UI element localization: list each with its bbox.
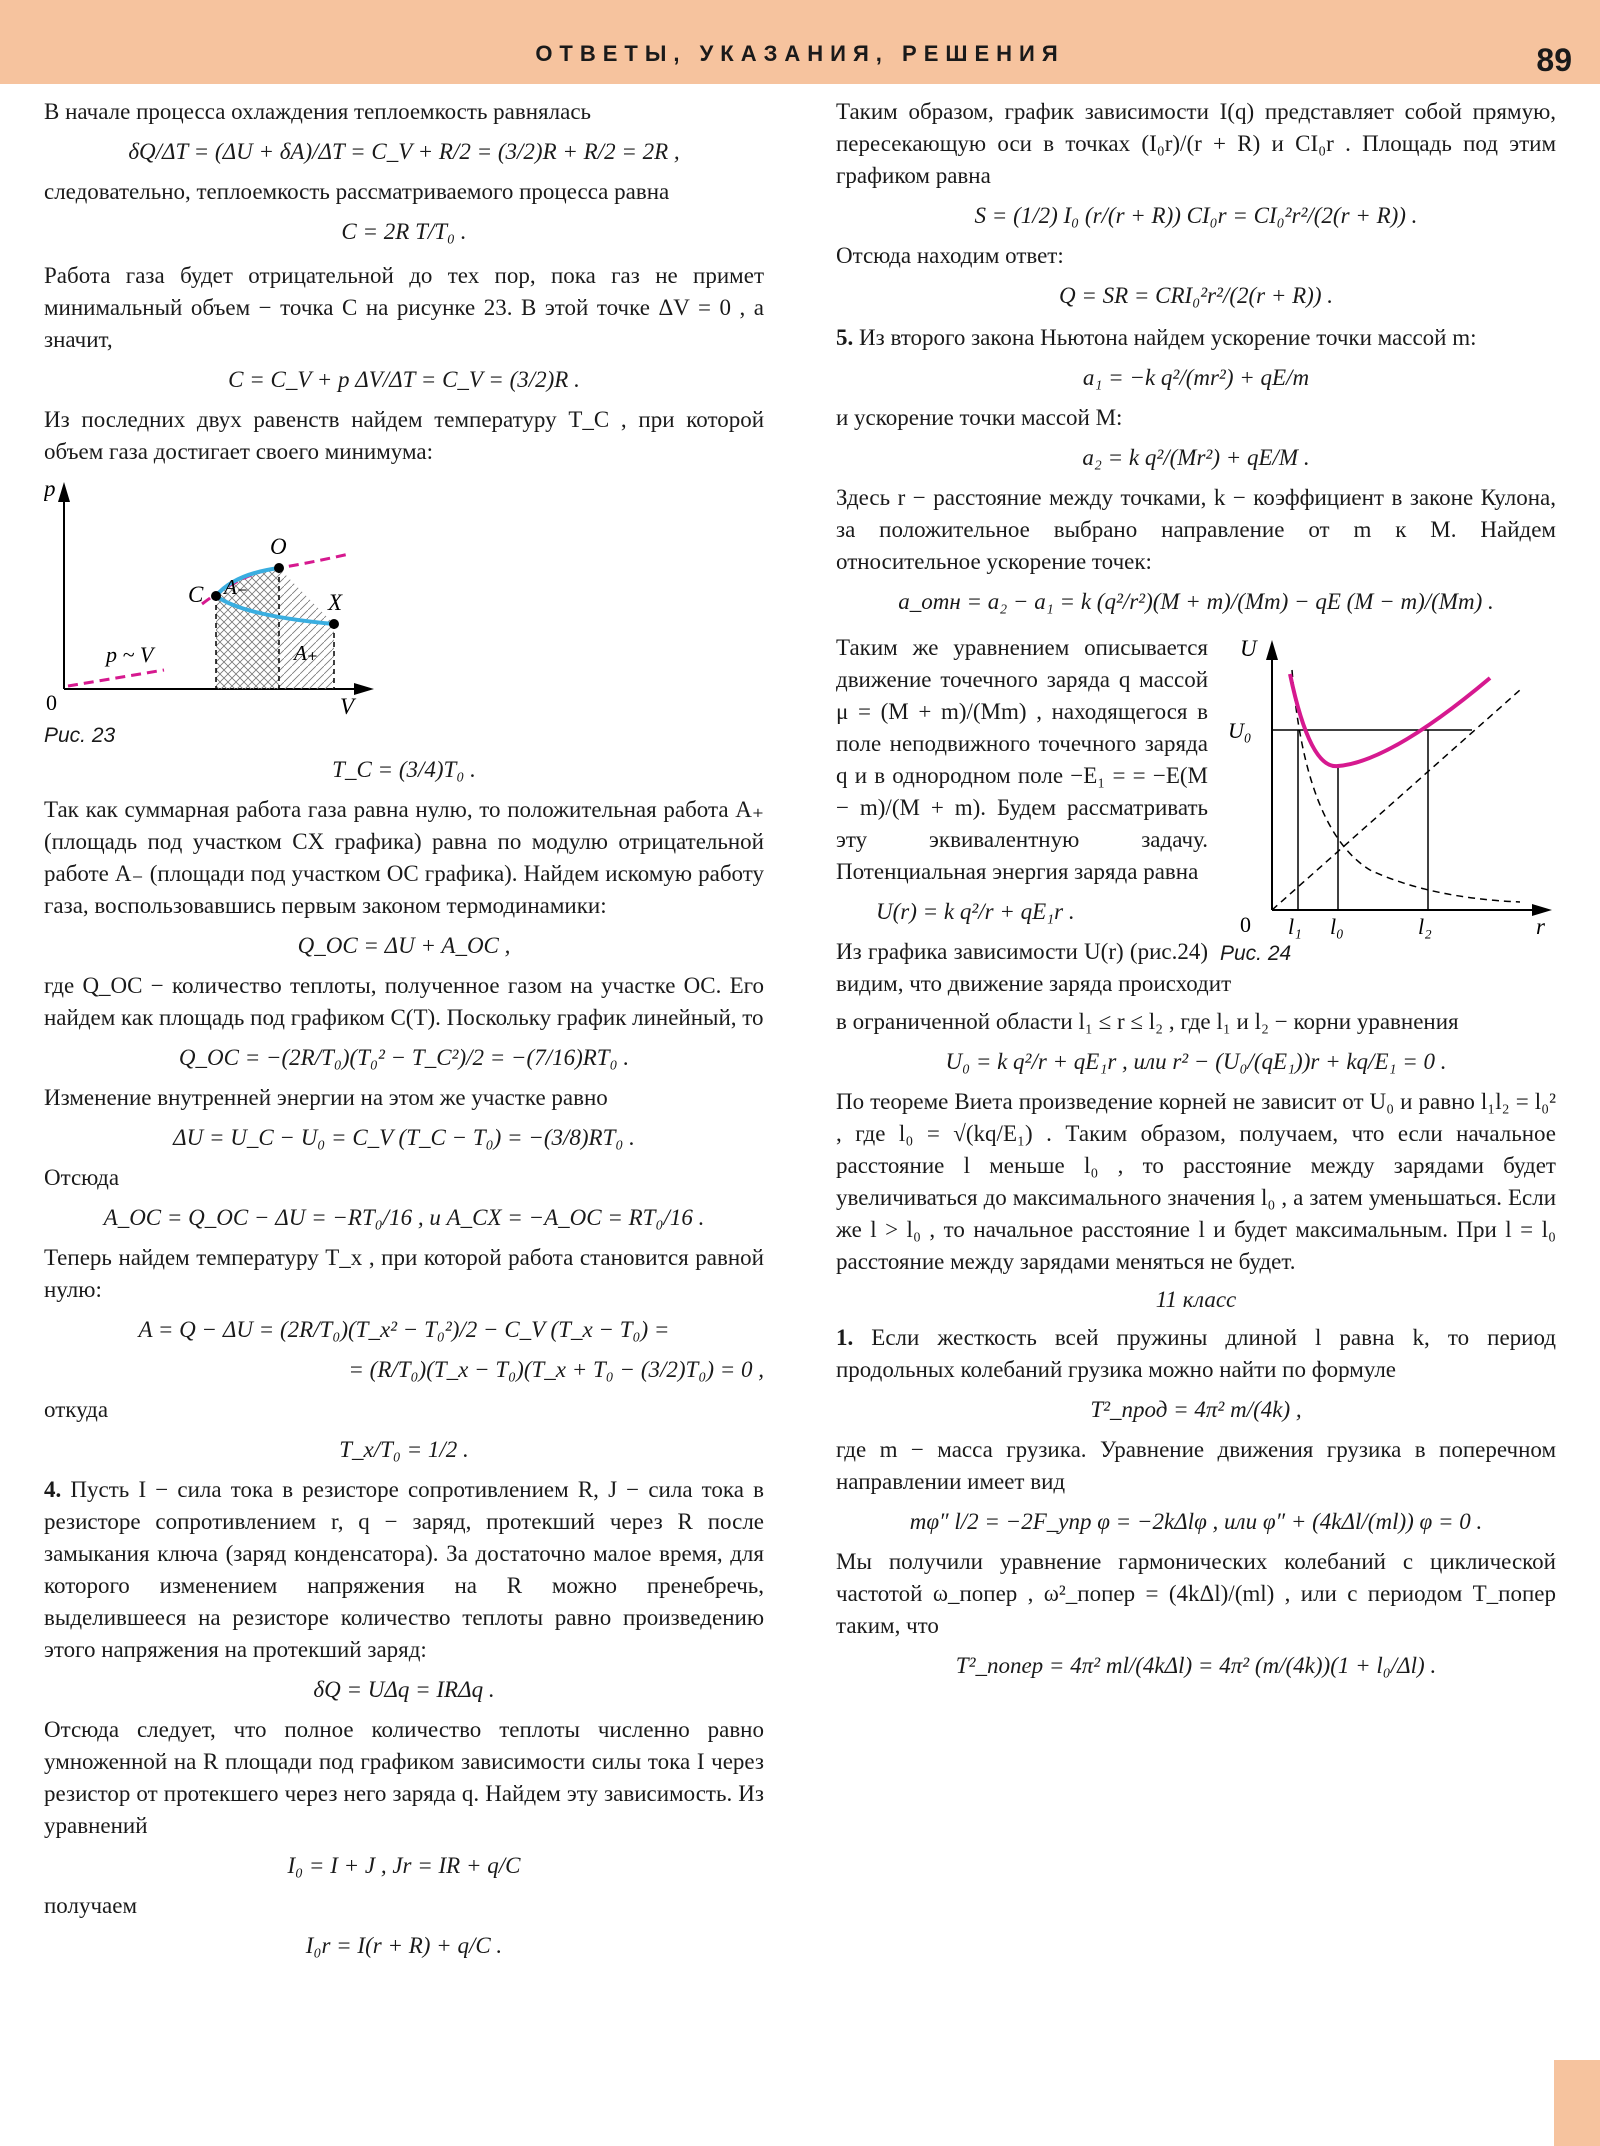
page-number: 89 [1536,42,1572,78]
area-label: A₊ [294,641,318,665]
shaded-area [279,568,334,689]
formula: C = 2R T/T₀ . [341,219,467,244]
axis-label: p [44,476,56,501]
formula: T_C = (3/4)T₀ . [332,757,476,782]
paragraph: Мы получили уравнение гармонических колебаний с циклической частотой ω_попер , ω²_попер = (4kΔl)/(ml) , или с периодом T_попер таким, что [836,1549,1556,1638]
formula: a₁ = −k q²/(mr²) + qE/m [1082,365,1310,390]
paragraph: Отсюда находим ответ: [836,243,1064,268]
formula: a_отн = a₂ − a₁ = k (q²/r²)(M + m)/(Mm) − qE (M − m)/(Mm) . [898,589,1494,614]
paragraph: Так как суммарная работа газа равна нулю, то положительная работа A₊ (площадь под участком CX графика) равна по модулю отрицательной работе A₋ (площади под участком OC графика). Найдем искомую работу газа, воспользовавшись первым законом термодинамики: [44,797,764,918]
paragraph-text: Из второго закона Ньютона найдем ускорение точки массой m: [859,325,1477,350]
point-label: X [328,590,343,615]
formula: I₀r = I(r + R) + q/C . [305,1933,503,1958]
paragraph: в ограниченной области l₁ ≤ r ≤ l₂ , где l₁ и l₂ − корни уравнения [836,1009,1459,1034]
origin-label: 0 [1240,912,1251,937]
paragraph: следовательно, теплоемкость рассматриваемого процесса равна [44,179,670,204]
left-column [44,96,764,1970]
axis-label: U [1240,636,1257,661]
paragraph-text: Пусть I − сила тока в резисторе сопротивлением R, J − сила тока в резисторе сопротивлением r, q − заряд, протекший через R после замыкания ключа (заряд конденсатора). За достаточно малое время, для которого изменением напряжения на R можно пренебречь, выделившееся на резисторе количество теплоты равно произведению этого напряжения на протекший заряд: [44,1477,764,1662]
paragraph: Здесь r − расстояние между точками, k − коэффициент в законе Кулона, за положительное выбрано направление от m к M. Найдем относительное ускорение точек: [836,485,1556,574]
formula: T²_попер = 4π² ml/(4kΔl) = 4π² (m/(4k))(1 + l₀/Δl) . [955,1653,1437,1678]
axis-label: U₀ [1228,718,1252,743]
x-axis-arrow [354,683,374,695]
paragraph: Из графика зависимости U(r) (рис.24) видим, что движение заряда происходит [836,939,1232,996]
figure-caption: Рис. 23 [44,724,116,747]
figure-23 [44,474,764,747]
formula: I₀ = I + J , Jr = IR + q/C [287,1853,521,1878]
paragraph: Теперь найдем температуру T_x , при которой работа становится равной нулю: [44,1245,764,1302]
tick-label: l₀ [1330,914,1344,939]
problem-number: 4. [44,1477,62,1502]
y-axis-arrow [1266,640,1278,660]
paragraph [836,1322,1556,1386]
paragraph: Отсюда следует, что полное количество теплоты численно равно умноженной на R площади под графиком зависимости силы тока I через резистор от протекшего через него заряда q. Найдем эту зависимость. Из уравнений [44,1717,764,1838]
area-label: A₋ [224,575,248,599]
paragraph: Отсюда [44,1165,120,1190]
point-label: C [188,582,204,607]
paragraph: По теореме Виета произведение корней не зависит от U₀ и равно l₁l₂ = l₀² , где l₀ = √(kq/E₁) . Таким образом, получаем, что если начальное расстояние l меньше l₀ , то расстояние между зарядами будет увеличиваться до максимального значения l₀ , а затем уменьшаться. Если же l > l₀ , то начальное расстояние l и будет максимальным. При l = l₀ расстояние между зарядами меняться не будет. [836,1089,1556,1274]
paragraph: получаем [44,1893,138,1918]
point-x [329,619,339,629]
paragraph: Работа газа будет отрицательной до тех пор, пока газ не примет минимальный объем − точка C на рисунке 23. В этой точке ΔV = 0 , а значит, [44,263,764,352]
formula: Q_OC = −(2R/T₀)(T₀² − T_C²)/2 = −(7/16)RT₀ . [178,1045,630,1070]
formula: C = C_V + p ΔV/ΔT = C_V = (3/2)R . [228,367,580,392]
paragraph [836,322,1556,354]
section-heading: 11 класс [1155,1287,1237,1312]
formula: A_OC = Q_OC − ΔU = −RT₀/16 , и A_CX = −A_OC = RT₀/16 . [103,1205,705,1230]
formula: T_x/T₀ = 1/2 . [339,1437,469,1462]
formula: T²_прод = 4π² m/(4k) , [1090,1397,1302,1422]
formula: ΔU = U_C − U₀ = C_V (T_C − T₀) = −(3/8)RT₀ . [173,1125,635,1150]
dashed-line [68,670,164,686]
formula: a₂ = k q²/(Mr²) + qE/M . [1082,445,1310,470]
figure-24 [1220,630,1556,965]
point-label: O [270,534,287,559]
formula: mφ″ l/2 = −2F_упр φ = −2kΔlφ , или φ″ + (4kΔl/(ml)) φ = 0 . [909,1509,1483,1534]
corner-tab [1554,2060,1600,2146]
paragraph: где Q_OC − количество теплоты, полученное газом на участке OC. Его найдем как площадь под графиком C(T). Поскольку график линейный, то [44,973,764,1030]
y-axis-arrow [58,482,70,502]
formula: S = (1/2) I₀ (r/(r + R)) CI₀r = CI₀²r²/(2(r + R)) . [974,203,1418,228]
formula: Q = SR = CRI₀²r²/(2(r + R)) . [1058,283,1334,308]
running-title: ОТВЕТЫ, УКАЗАНИЯ, РЕШЕНИЯ [535,41,1065,66]
tick-label: l₂ [1418,914,1432,939]
paragraph: В начале процесса охлаждения теплоемкость равнялась [44,99,592,124]
tick-label: l₁ [1288,914,1302,939]
formula: U(r) = k q²/r + qE₁r . [876,899,1075,924]
paragraph: и ускорение точки массой M: [836,405,1123,430]
axis-label: r [1536,914,1545,939]
paragraph: Таким образом, график зависимости I(q) представляет собой прямую, пересекающую оси в точках (I₀r)/(r + R) и CI₀r . Площадь под этим графиком равна [836,99,1556,188]
problem-number: 5. [836,325,854,350]
formula: Q_OC = ΔU + A_OC , [297,933,511,958]
paragraph-text: Если жесткость всей пружины длиной l равна k, то период продольных колебаний грузика можно найти по формуле [836,1325,1557,1382]
potential-energy-graph [1220,630,1556,940]
pv-diagram [44,474,384,724]
paragraph: Изменение внутренней энергии на этом же участке равно [44,1085,608,1110]
paragraph: откуда [44,1397,109,1422]
paragraph: Из последних двух равенств найдем температуру T_C , при которой объем газа достигает своего минимума: [44,407,764,464]
formula: δQ = UΔq = IRΔq . [313,1677,495,1702]
point-o [274,563,284,573]
paragraph: Таким же уравнением описывается движение точечного заряда q массой μ = (M + m)/(Mm) , находящегося в поле неподвижного точечного заряда q и в однородном поле −E₁ = = −E(M − m)/(M + m). Будем рассматривать эту эквивалентную задачу. Потенциальная энергия заряда равна [836,635,1208,884]
coulomb-term [1292,670,1520,902]
problem-number: 1. [836,1325,854,1350]
paragraph [44,1474,764,1666]
right-column [836,96,1556,1690]
formula: δQ/ΔT = (ΔU + δA)/ΔT = C_V + R/2 = (3/2)R + R/2 = 2R , [128,139,680,164]
paragraph: где m − масса грузика. Уравнение движения грузика в поперечном направлении имеет вид [836,1437,1556,1494]
formula: = (R/T₀)(T_x − T₀)(T_x + T₀ − (3/2)T₀) = 0 , [348,1357,764,1382]
formula: U₀ = k q²/r + qE₁r , или r² − (U₀/(qE₁))r + kq/E₁ = 0 . [945,1049,1447,1074]
figure-caption: Рис. 24 [1220,942,1292,965]
origin-label: 0 [46,690,57,715]
point-c [211,591,221,601]
potential-curve [1290,674,1490,766]
axis-label: V [340,694,355,719]
linear-term [1272,690,1520,910]
curve-label: p ~ V [106,642,154,667]
formula: A = Q − ΔU = (2R/T₀)(T_x² − T₀²)/2 − C_V (T_x − T₀) = [138,1317,670,1342]
